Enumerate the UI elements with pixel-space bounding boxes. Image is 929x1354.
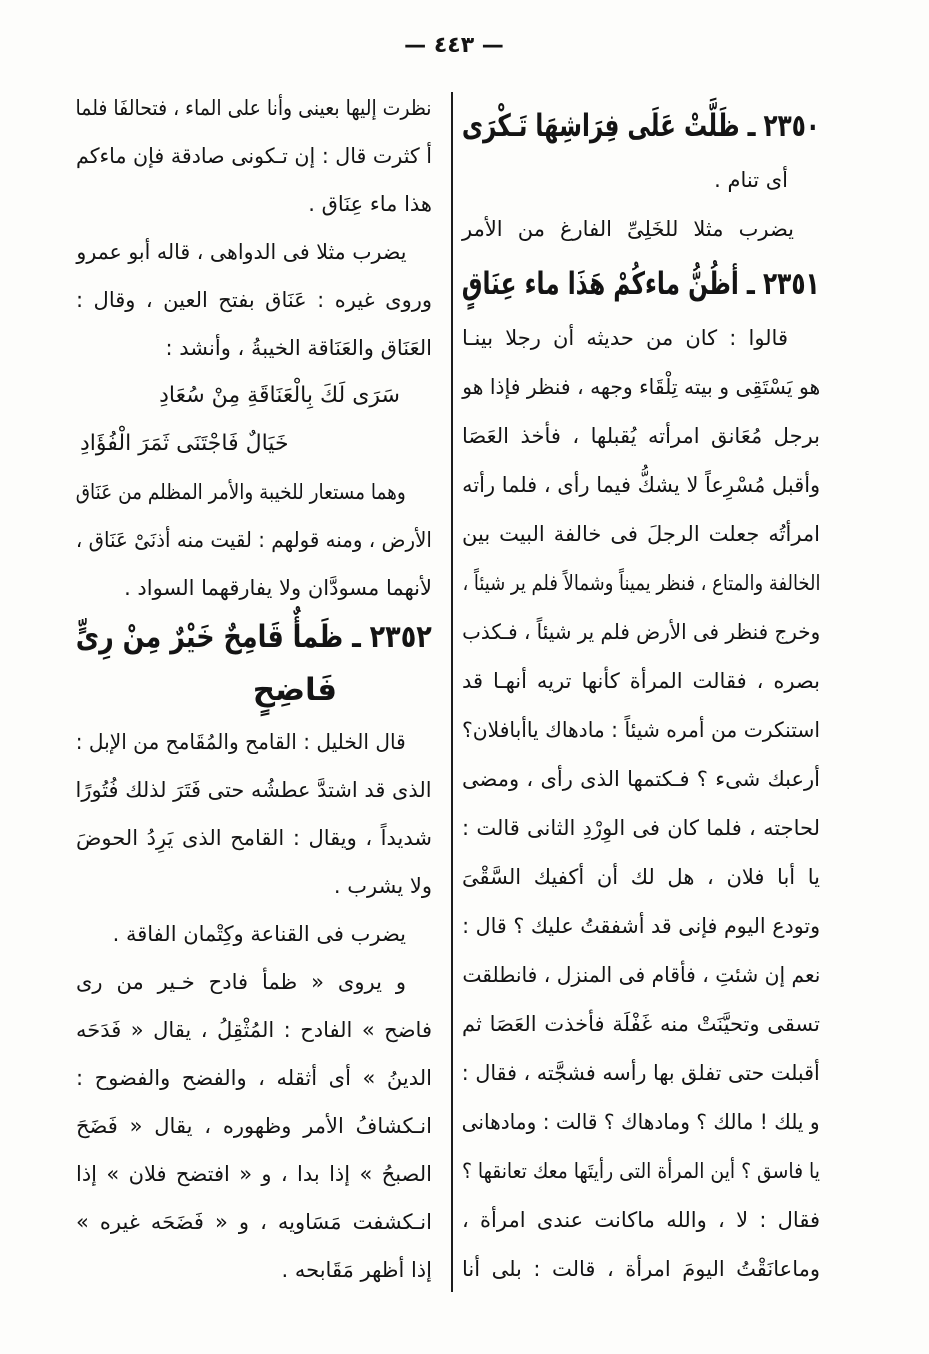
- line-text: يضرب مثلا للخَلِىِّ الفارغ من الأمر: [462, 217, 794, 241]
- text-line: [462, 1245, 820, 1294]
- line-text: وروى غيره : عَنَاق بفتح العين ، وقال :: [76, 288, 432, 312]
- line-text: انـكشفت مَسَاويه ، و « فَضَحَه غيره »: [76, 1210, 432, 1234]
- line-text: يضرب مثلا فى الدواهى ، قاله أبو عمرو: [76, 240, 406, 264]
- verse-text: خَيَالٌ فَاجْتَنَى ثَمَرَ الْفُؤَادِ: [80, 431, 289, 456]
- text-line: [462, 608, 820, 657]
- text-line: [76, 324, 432, 372]
- line-text: فقال : لا ، والله ماكانت عندى امرأة ،: [462, 1208, 820, 1232]
- line-text: هو يَسْتَقِى و بيته تِلْقَاء وجهه ، فنظر فإذا هو: [462, 375, 820, 399]
- text-line: [76, 1054, 432, 1102]
- column-right: [462, 96, 820, 1294]
- text-line: [462, 510, 820, 559]
- proverb-heading: [462, 254, 820, 314]
- page-number: — ٤٤٣ —: [404, 33, 504, 58]
- text-line: [76, 516, 432, 564]
- line-text: ولا يشرب .: [333, 874, 432, 898]
- line-text: يضرب فى القناعة وكِتْمان الفاقة .: [112, 922, 406, 946]
- heading-text: ٢٣٥٠ ـ ظَلَّتْ عَلَى فِرَاشِهَا تَـكْرَى: [462, 108, 820, 144]
- line-text: الدينُ » أى أثقله ، والفضح والفضوح :: [76, 1066, 432, 1090]
- line-text: أرعبك شىء ؟ فـكتمها الذى رأى ، ومضى: [462, 767, 820, 791]
- line-text: و يلك ! مالك ؟ ومادهاك ؟ قالت : ومادهانى: [462, 1110, 820, 1134]
- line-text: وتودع اليوم فإنى قد أشفقتُ عليك ؟ قال :: [462, 914, 820, 938]
- line-text: وماعانَقْتُ اليومَ امرأة ، قالت : بلى أنا: [462, 1257, 820, 1281]
- line-text: بصره ، فقالت المرأة كأنها تريه أنهـا قد: [462, 669, 820, 693]
- line-text: تسقى وتحيَّنَتْ منه غَفْلَة فأخذت العَصَا ثم: [462, 1012, 820, 1036]
- heading-text: ٢٣٥١ ـ أظُنُّ ماءكُمْ هَذَا ماء عِنَاقٍ: [462, 266, 820, 302]
- text-line: [76, 1102, 432, 1150]
- line-text: استنكرت من أمره شيئاً : مادهاك ياأبافلان؟: [462, 718, 820, 742]
- text-line: [462, 1098, 820, 1147]
- proverb-heading: [76, 612, 432, 662]
- line-text: أى تنام .: [714, 168, 788, 192]
- proverb-heading: [462, 96, 820, 156]
- text-line: [462, 706, 820, 755]
- line-text: هذا ماء عِنَاق .: [308, 192, 432, 216]
- text-line: [76, 1150, 432, 1198]
- line-text: وخرج فنظر فى الأرض فلم ير شيئاً ، فـكذب: [462, 620, 820, 644]
- proverb-heading-continuation: [76, 662, 432, 718]
- line-text: يا فاسق ؟ أين المرأة التى رأيتَها معك تعانقها ؟: [462, 1159, 820, 1183]
- text-line: [462, 657, 820, 706]
- line-text: يا أبا فلان ، هل لك أن أكفيك السَّقْىَ: [462, 865, 820, 889]
- text-line: [462, 363, 820, 412]
- text-line: [462, 902, 820, 951]
- line-text: الأرض ، ومنه قولهم : لقيت منه أذنَىْ عَنَاق ،: [76, 528, 432, 552]
- line-text: قال الخليل : القامح والمُقَامح من الإبل :: [76, 730, 406, 754]
- line-text: لأنهما مسودَّان ولا يفارقهما السواد .: [124, 576, 432, 600]
- text-line: [76, 132, 432, 180]
- text-line: [462, 314, 820, 363]
- text-line: [76, 958, 432, 1006]
- line-text: إذا أظهر مَقَابحه .: [281, 1258, 432, 1282]
- line-text: وأقبل مُسْرِعاً لا يشكُّ فيما رأى ، فلما رأته: [462, 473, 820, 497]
- text-line: [462, 1000, 820, 1049]
- column-left: [76, 84, 432, 1294]
- text-line: [76, 564, 432, 612]
- text-line: [462, 1147, 820, 1196]
- line-text: امرأتُه جعلت الرجلَ فى خالفة البيت بين: [462, 522, 820, 546]
- text-line: [462, 1196, 820, 1245]
- heading-text: فَاضِحٍ: [252, 672, 337, 708]
- verse-line: [76, 420, 432, 468]
- text-line: [76, 910, 432, 958]
- text-line: [76, 228, 432, 276]
- text-line: [462, 755, 820, 804]
- line-text: العَنَاق والعَنَاقة الخيبةُ ، وأنشد :: [165, 336, 432, 360]
- line-text: نظرت إليها بعينى وأنا على الماء ، فتحالفَا فلما: [76, 96, 432, 120]
- text-line: [462, 156, 820, 205]
- text-line: [76, 468, 432, 516]
- line-text: لحاجته ، فلما كان فى الوِرْدِ الثانى قالت :: [462, 816, 820, 840]
- line-text: قالوا : كان من حديثه أن رجلا بينـا: [462, 326, 788, 350]
- line-text: نعم إن شئتِ ، فأقام فى المنزل ، فانطلقت: [462, 963, 820, 987]
- text-line: [462, 412, 820, 461]
- verse-text: سَرَى لَكَ بِالْعَنَاقَةِ مِنْ سُعَادِ: [159, 383, 400, 408]
- line-text: الذى قد اشتدَّ عطشُه حتى فَتَرَ لذلك فُتُورًا: [76, 778, 432, 802]
- text-line: [76, 862, 432, 910]
- text-line: [462, 1049, 820, 1098]
- text-line: [76, 84, 432, 132]
- text-line: [76, 1198, 432, 1246]
- text-line: [76, 718, 432, 766]
- text-line: [462, 461, 820, 510]
- text-line: [462, 559, 820, 608]
- heading-text: ٢٣٥٢ ـ ظَمأٌ قَامِحٌ خَيْرٌ مِنْ رِىٍّ: [76, 619, 432, 655]
- line-text: شديداً ، ويقال : القامح الذى يَرِدُ الحوضَ: [76, 826, 432, 850]
- line-text: برجل مُعَانق امرأته يُقبلها ، فأخذ العَصَا: [462, 424, 820, 448]
- line-text: أقبلت حتى تفلق بها رأسه فشجَّته ، فقال :: [462, 1061, 820, 1085]
- text-line: [462, 951, 820, 1000]
- line-text: أ كثرت قال : إن تـكونى صادقة فإن ماءكم: [76, 144, 432, 168]
- line-text: فاضح » الفادح : المُثْقِلُ ، يقال « فَدَحَه: [76, 1018, 432, 1042]
- text-line: [462, 205, 820, 254]
- verse-line: [76, 372, 432, 420]
- text-line: [76, 1006, 432, 1054]
- line-text: و يروى « ظمأ فادح خـير من رى: [76, 970, 406, 994]
- text-line: [462, 804, 820, 853]
- line-text: الصبحُ » إذا بدا ، و « افتضح فلان » إذا: [76, 1162, 432, 1186]
- text-line: [76, 276, 432, 324]
- line-text: انـكشافُ الأمر وظهوره ، يقال « فَضَحَ: [76, 1114, 432, 1138]
- text-line: [76, 814, 432, 862]
- text-line: [462, 853, 820, 902]
- line-text: وهما مستعار للخيبة والأمر المظلم من عَنَاق: [76, 480, 406, 504]
- text-line: [76, 766, 432, 814]
- text-line: [76, 1246, 432, 1294]
- line-text: الخالفة والمتاع ، فنظر يميناً وشمالاً فلم ير شيئاً ،: [462, 571, 820, 595]
- text-line: [76, 180, 432, 228]
